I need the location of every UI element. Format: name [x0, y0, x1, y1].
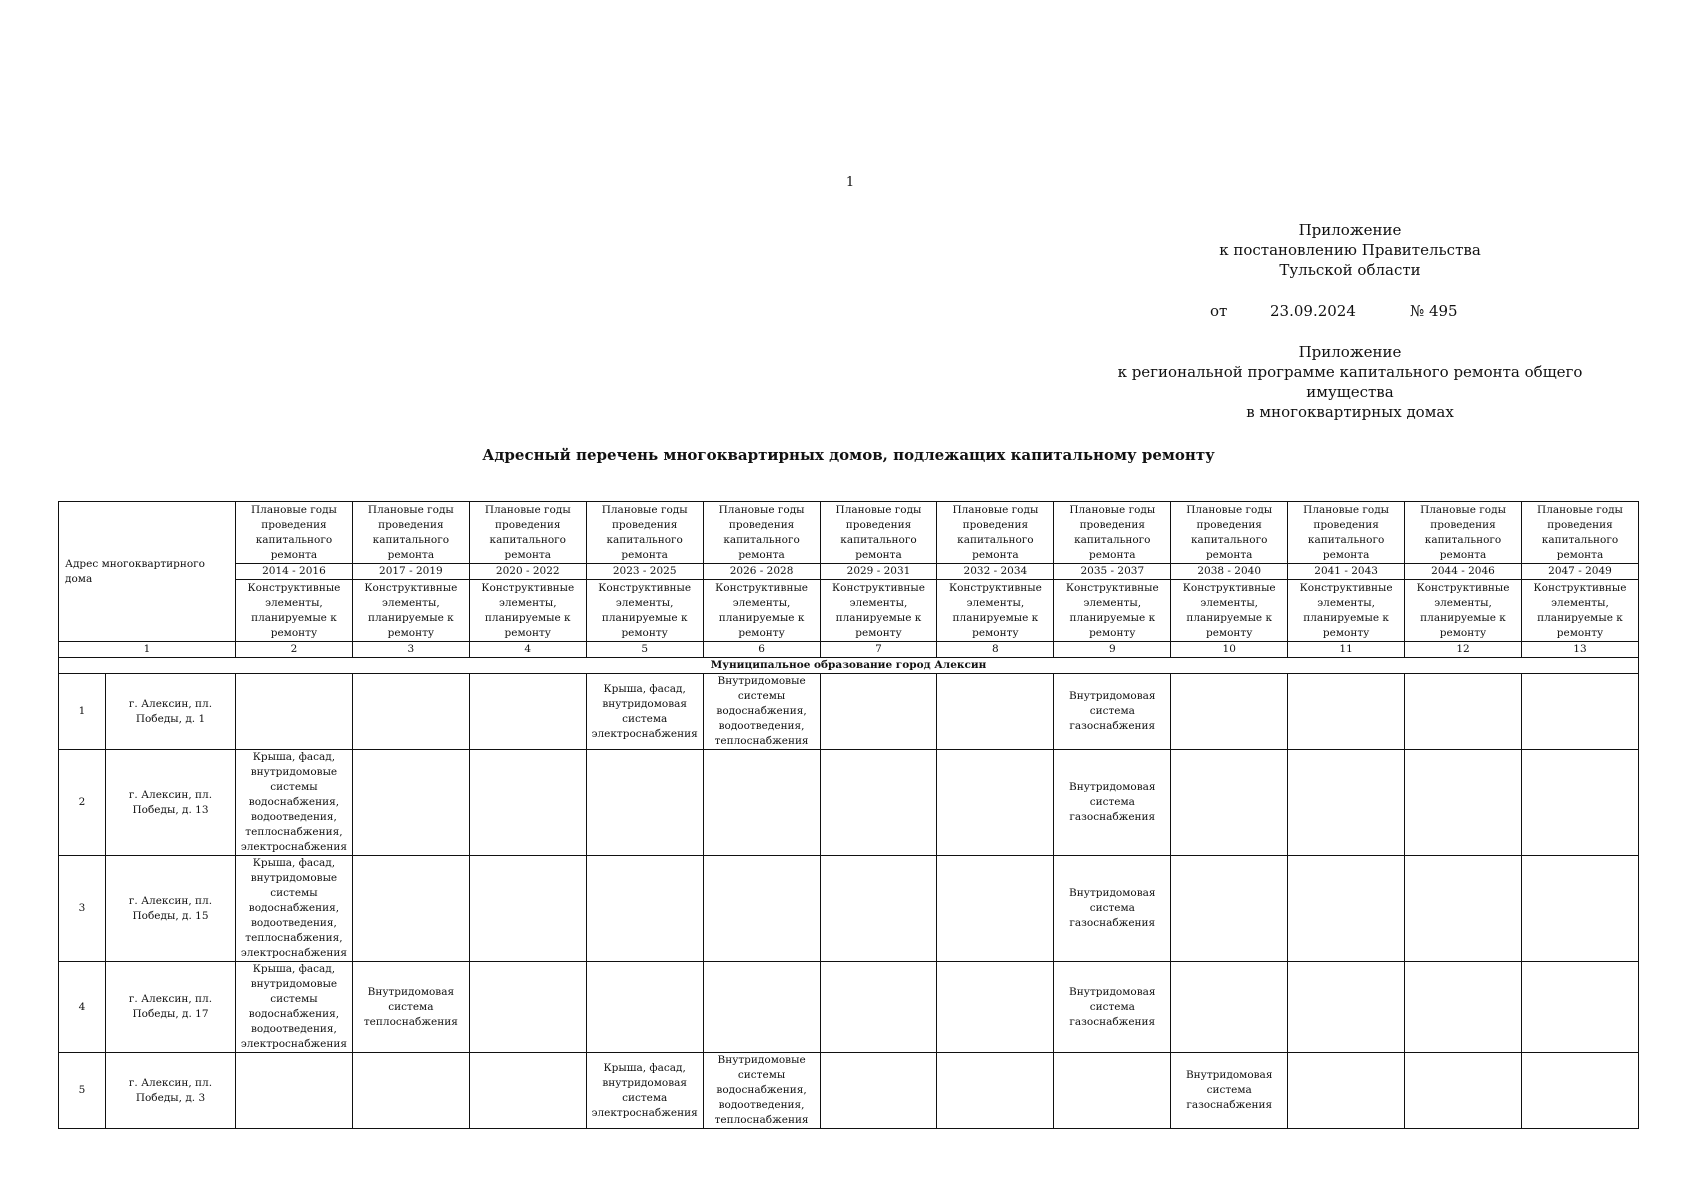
row-number: 3	[59, 856, 106, 962]
repair-cell-period-6	[703, 856, 820, 962]
planned-years-header-7: Плановые годы проведения капитального ремонта	[820, 502, 937, 564]
repair-cell-period-7	[820, 962, 937, 1053]
header-row-planned-years	[59, 502, 1639, 564]
header-row-elements	[59, 580, 1639, 642]
appendix-government-line-3: Тульской области	[1279, 261, 1421, 279]
repair-cell-period-13	[1521, 856, 1638, 962]
planned-years-header-9: Плановые годы проведения капитального ремонта	[1054, 502, 1171, 564]
appendix-government-line-1: Приложение	[1298, 221, 1402, 239]
repair-cell-period-2: Крыша, фасад, внутридомовые системы водоснабжения, водоотведения, теплоснабжения, электроснабжения	[236, 750, 353, 856]
repair-cell-period-10	[1171, 962, 1288, 1053]
repair-cell-period-9: Внутридомовая система газоснабжения	[1054, 962, 1171, 1053]
repair-cell-period-8	[937, 750, 1054, 856]
period-header-12: 2044 - 2046	[1405, 564, 1522, 580]
repair-schedule-table	[58, 501, 1639, 1129]
elements-header-5: Конструктивные элементы, планируемые к ремонту	[586, 580, 703, 642]
repair-cell-period-10: Внутридомовая система газоснабжения	[1171, 1053, 1288, 1129]
period-header-7: 2029 - 2031	[820, 564, 937, 580]
repair-cell-period-12	[1405, 674, 1522, 750]
elements-header-12: Конструктивные элементы, планируемые к ремонту	[1405, 580, 1522, 642]
decree-number: № 495	[1410, 302, 1458, 320]
column-number-row	[59, 642, 1639, 658]
address-column-header: Адрес многоквартирного дома	[59, 502, 236, 642]
row-number: 2	[59, 750, 106, 856]
period-header-6: 2026 - 2028	[703, 564, 820, 580]
period-header-3: 2017 - 2019	[352, 564, 469, 580]
repair-cell-period-5	[586, 962, 703, 1053]
column-number-12: 12	[1405, 642, 1522, 658]
planned-years-header-4: Плановые годы проведения капитального ремонта	[469, 502, 586, 564]
repair-cell-period-4	[469, 750, 586, 856]
column-number-13: 13	[1521, 642, 1638, 658]
column-number-3: 3	[352, 642, 469, 658]
row-number: 5	[59, 1053, 106, 1129]
planned-years-header-5: Плановые годы проведения капитального ремонта	[586, 502, 703, 564]
repair-cell-period-10	[1171, 750, 1288, 856]
planned-years-header-10: Плановые годы проведения капитального ремонта	[1171, 502, 1288, 564]
appendix-program-line-2: к региональной программе капитального ремонта общего имущества	[1117, 363, 1583, 401]
repair-cell-period-2	[236, 1053, 353, 1129]
period-header-9: 2035 - 2037	[1054, 564, 1171, 580]
row-address: г. Алексин, пл. Победы, д. 15	[106, 856, 236, 962]
repair-cell-period-3	[352, 674, 469, 750]
repair-cell-period-9: Внутридомовая система газоснабжения	[1054, 674, 1171, 750]
repair-cell-period-3	[352, 750, 469, 856]
table-row	[59, 962, 1639, 1053]
repair-cell-period-10	[1171, 674, 1288, 750]
elements-header-13: Конструктивные элементы, планируемые к ремонту	[1521, 580, 1638, 642]
repair-cell-period-5: Крыша, фасад, внутридомовая система электроснабжения	[586, 1053, 703, 1129]
table-row	[59, 750, 1639, 856]
table-row	[59, 856, 1639, 962]
repair-cell-period-13	[1521, 962, 1638, 1053]
elements-header-11: Конструктивные элементы, планируемые к ремонту	[1288, 580, 1405, 642]
page-number: 1	[845, 175, 855, 190]
period-header-2: 2014 - 2016	[236, 564, 353, 580]
repair-cell-period-13	[1521, 750, 1638, 856]
repair-cell-period-6: Внутридомовые системы водоснабжения, водоотведения, теплоснабжения	[703, 1053, 820, 1129]
decree-date: 23.09.2024	[1270, 302, 1356, 320]
repair-cell-period-7	[820, 750, 937, 856]
repair-cell-period-9: Внутридомовая система газоснабжения	[1054, 750, 1171, 856]
repair-cell-period-2	[236, 674, 353, 750]
elements-header-6: Конструктивные элементы, планируемые к ремонту	[703, 580, 820, 642]
repair-cell-period-12	[1405, 856, 1522, 962]
repair-cell-period-7	[820, 856, 937, 962]
column-number-5: 5	[586, 642, 703, 658]
period-header-8: 2032 - 2034	[937, 564, 1054, 580]
repair-cell-period-4	[469, 962, 586, 1053]
planned-years-header-6: Плановые годы проведения капитального ремонта	[703, 502, 820, 564]
period-header-5: 2023 - 2025	[586, 564, 703, 580]
repair-cell-period-6	[703, 962, 820, 1053]
period-header-4: 2020 - 2022	[469, 564, 586, 580]
repair-cell-period-8	[937, 962, 1054, 1053]
repair-cell-period-7	[820, 1053, 937, 1129]
repair-cell-period-11	[1288, 674, 1405, 750]
repair-cell-period-3: Внутридомовая система теплоснабжения	[352, 962, 469, 1053]
repair-cell-period-2: Крыша, фасад, внутридомовые системы водоснабжения, водоотведения, электроснабжения	[236, 962, 353, 1053]
repair-cell-period-2: Крыша, фасад, внутридомовые системы водоснабжения, водоотведения, теплоснабжения, электроснабжения	[236, 856, 353, 962]
decree-from-label: от	[1210, 302, 1228, 320]
column-number-6: 6	[703, 642, 820, 658]
column-number-10: 10	[1171, 642, 1288, 658]
row-address: г. Алексин, пл. Победы, д. 3	[106, 1053, 236, 1129]
period-header-10: 2038 - 2040	[1171, 564, 1288, 580]
period-header-13: 2047 - 2049	[1521, 564, 1638, 580]
appendix-government-line-2: к постановлению Правительства	[1219, 241, 1481, 259]
repair-cell-period-12	[1405, 750, 1522, 856]
repair-cell-period-11	[1288, 856, 1405, 962]
repair-cell-period-4	[469, 856, 586, 962]
elements-header-2: Конструктивные элементы, планируемые к ремонту	[236, 580, 353, 642]
repair-cell-period-5	[586, 750, 703, 856]
planned-years-header-8: Плановые годы проведения капитального ремонта	[937, 502, 1054, 564]
document-title: Адресный перечень многоквартирных домов, подлежащих капитальному ремонту	[482, 446, 1215, 464]
appendix-program-line-1: Приложение	[1298, 343, 1402, 361]
header-row-periods	[59, 564, 1639, 580]
row-number: 4	[59, 962, 106, 1053]
appendix-program-line-3: в многоквартирных домах	[1246, 403, 1454, 421]
repair-cell-period-13	[1521, 674, 1638, 750]
repair-cell-period-5: Крыша, фасад, внутридомовая система электроснабжения	[586, 674, 703, 750]
repair-cell-period-9	[1054, 1053, 1171, 1129]
column-number-8: 8	[937, 642, 1054, 658]
repair-cell-period-10	[1171, 856, 1288, 962]
repair-cell-period-6: Внутридомовые системы водоснабжения, водоотведения, теплоснабжения	[703, 674, 820, 750]
planned-years-header-3: Плановые годы проведения капитального ремонта	[352, 502, 469, 564]
column-number-9: 9	[1054, 642, 1171, 658]
repair-cell-period-6	[703, 750, 820, 856]
repair-cell-period-12	[1405, 962, 1522, 1053]
planned-years-header-11: Плановые годы проведения капитального ремонта	[1288, 502, 1405, 564]
column-number-7: 7	[820, 642, 937, 658]
table-row	[59, 1053, 1639, 1129]
repair-cell-period-8	[937, 1053, 1054, 1129]
repair-cell-period-4	[469, 1053, 586, 1129]
repair-cell-period-13	[1521, 1053, 1638, 1129]
repair-cell-period-8	[937, 674, 1054, 750]
planned-years-header-12: Плановые годы проведения капитального ремонта	[1405, 502, 1522, 564]
period-header-11: 2041 - 2043	[1288, 564, 1405, 580]
elements-header-3: Конструктивные элементы, планируемые к ремонту	[352, 580, 469, 642]
column-number-1: 1	[59, 642, 236, 658]
appendix-government-block	[1140, 220, 1560, 280]
row-number: 1	[59, 674, 106, 750]
repair-cell-period-8	[937, 856, 1054, 962]
repair-cell-period-5	[586, 856, 703, 962]
repair-cell-period-3	[352, 856, 469, 962]
column-number-4: 4	[469, 642, 586, 658]
repair-cell-period-9: Внутридомовая система газоснабжения	[1054, 856, 1171, 962]
column-number-2: 2	[236, 642, 353, 658]
planned-years-header-13: Плановые годы проведения капитального ремонта	[1521, 502, 1638, 564]
repair-cell-period-11	[1288, 1053, 1405, 1129]
column-number-11: 11	[1288, 642, 1405, 658]
appendix-program-block	[1080, 342, 1620, 422]
row-address: г. Алексин, пл. Победы, д. 17	[106, 962, 236, 1053]
elements-header-9: Конструктивные элементы, планируемые к ремонту	[1054, 580, 1171, 642]
repair-cell-period-11	[1288, 750, 1405, 856]
elements-header-10: Конструктивные элементы, планируемые к ремонту	[1171, 580, 1288, 642]
repair-cell-period-3	[352, 1053, 469, 1129]
row-address: г. Алексин, пл. Победы, д. 1	[106, 674, 236, 750]
repair-cell-period-12	[1405, 1053, 1522, 1129]
elements-header-8: Конструктивные элементы, планируемые к ремонту	[937, 580, 1054, 642]
row-address: г. Алексин, пл. Победы, д. 13	[106, 750, 236, 856]
repair-cell-period-4	[469, 674, 586, 750]
repair-cell-period-11	[1288, 962, 1405, 1053]
elements-header-4: Конструктивные элементы, планируемые к ремонту	[469, 580, 586, 642]
planned-years-header-2: Плановые годы проведения капитального ремонта	[236, 502, 353, 564]
elements-header-7: Конструктивные элементы, планируемые к ремонту	[820, 580, 937, 642]
municipality-row	[59, 658, 1639, 674]
municipality-name: Муниципальное образование город Алексин	[59, 658, 1639, 674]
repair-cell-period-7	[820, 674, 937, 750]
table-row	[59, 674, 1639, 750]
